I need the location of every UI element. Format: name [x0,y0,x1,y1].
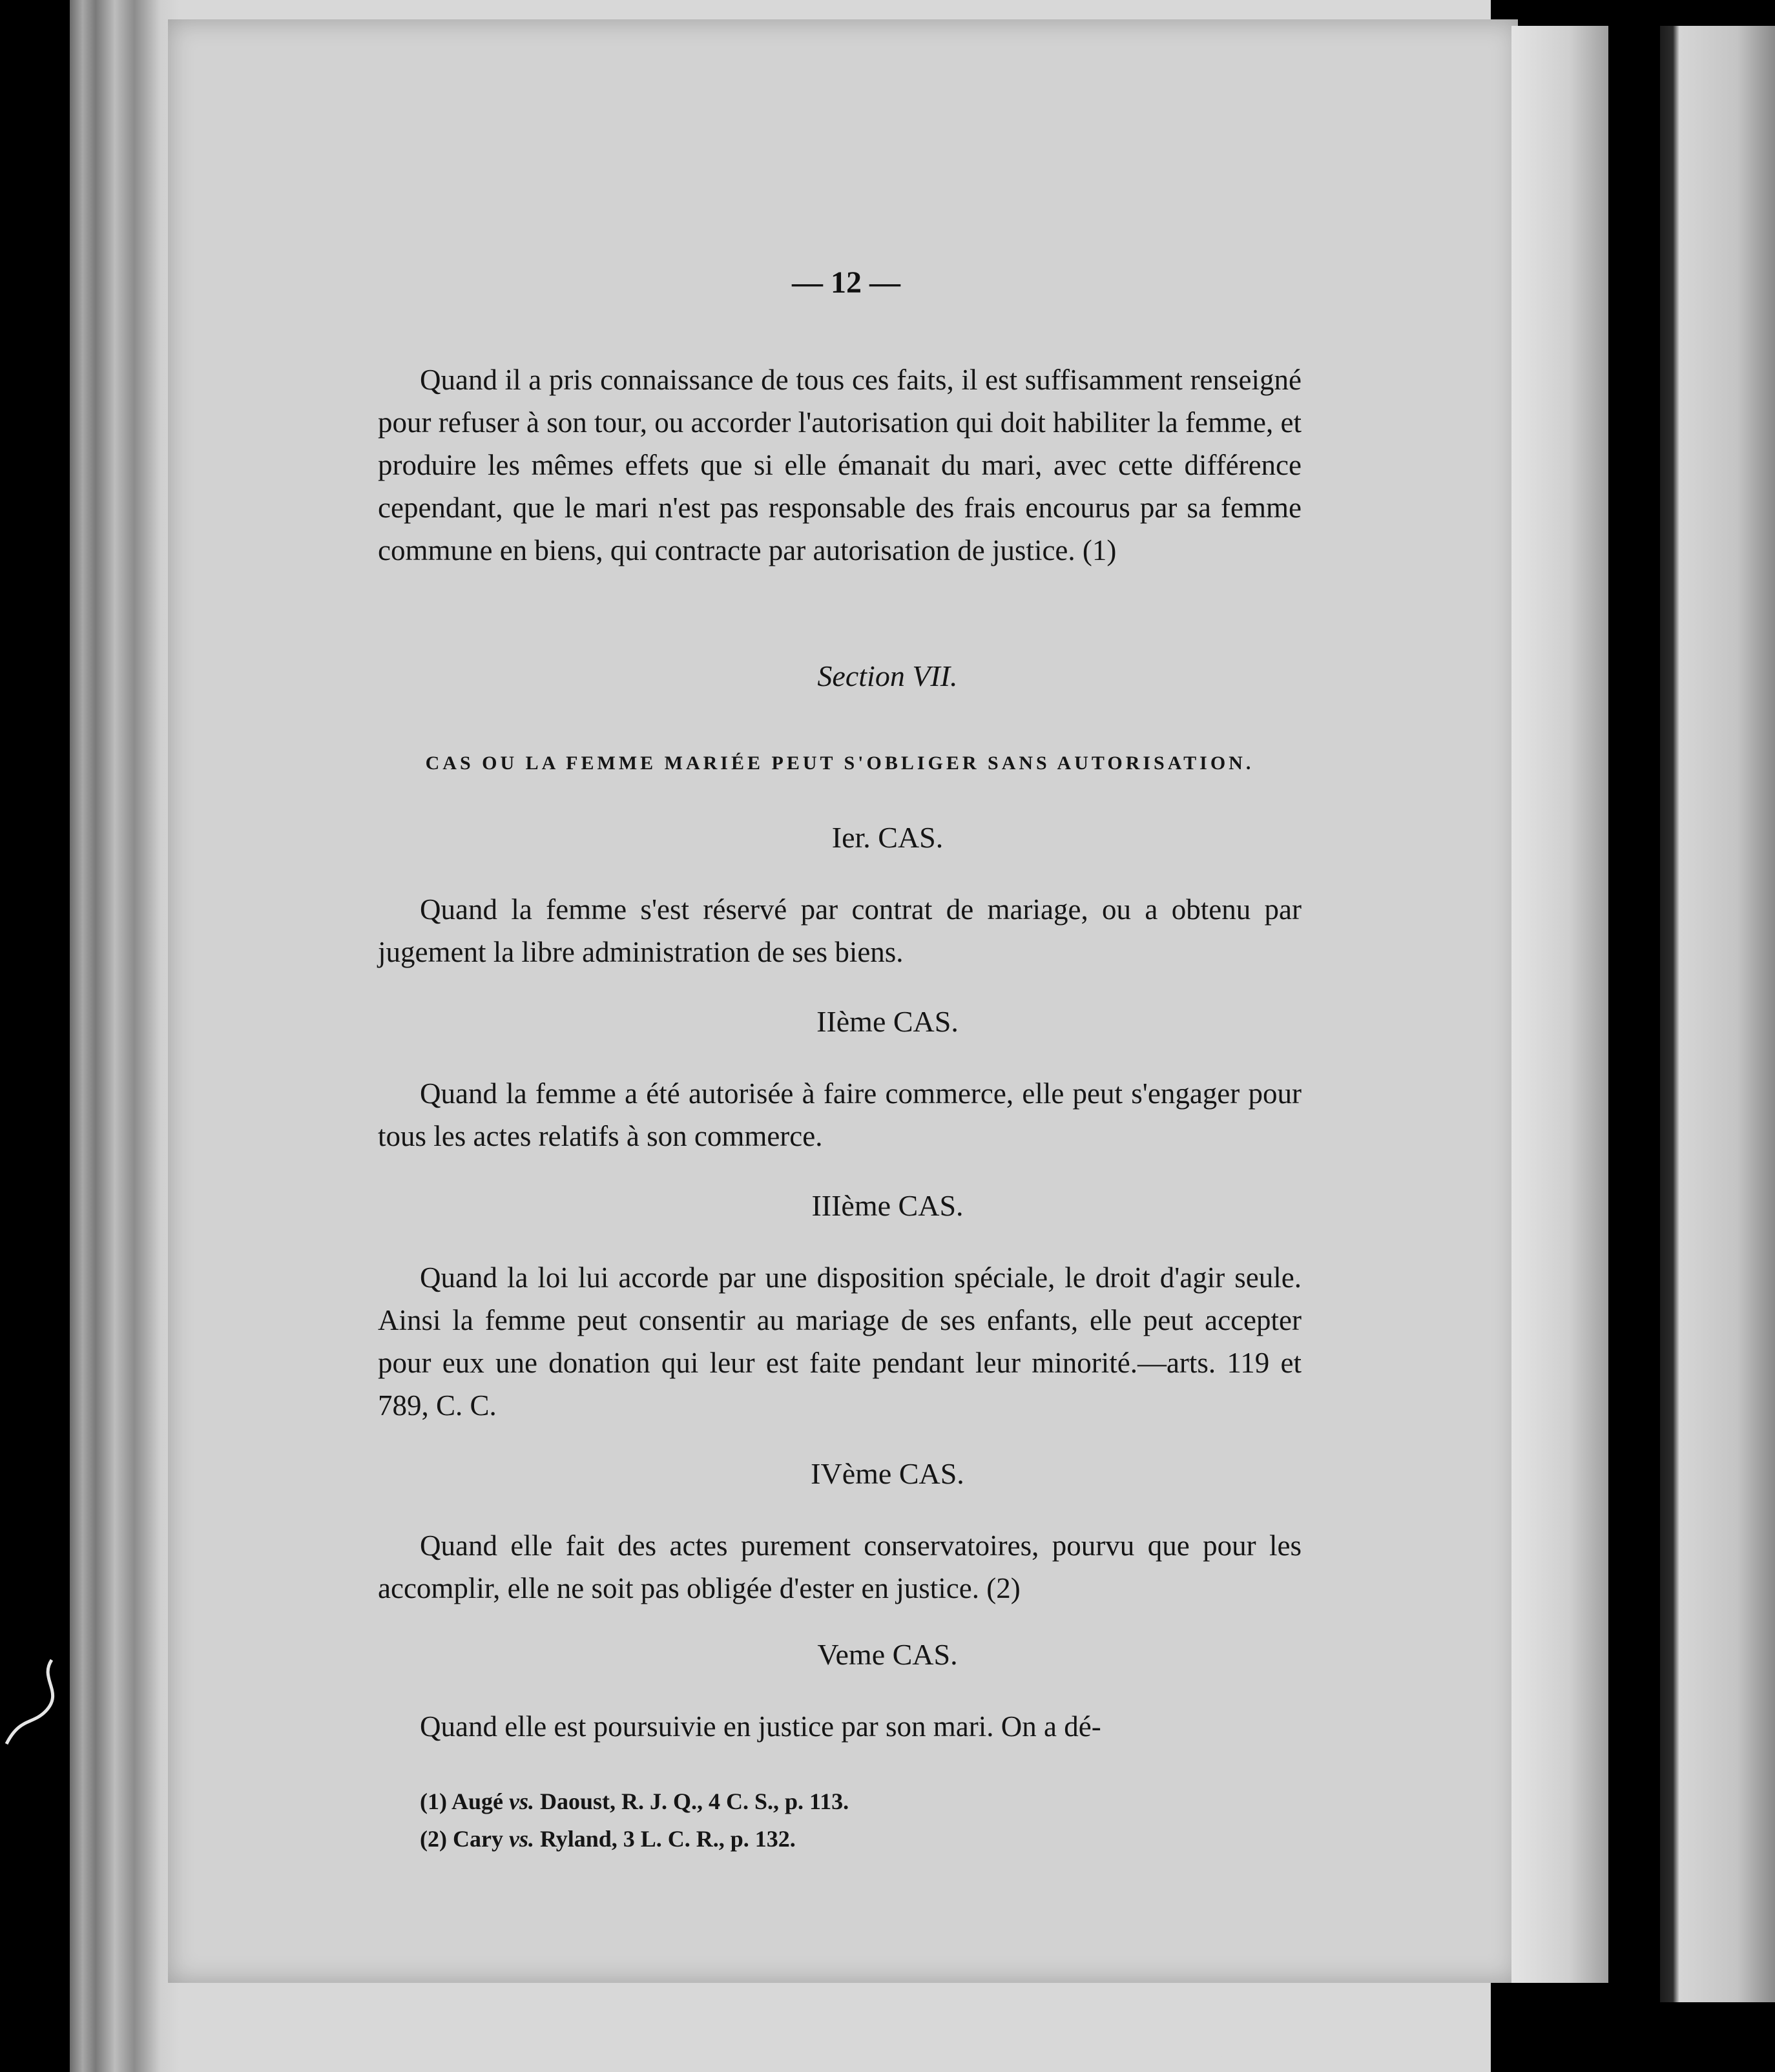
case-heading-3: IIIème CAS. [811,1189,964,1222]
case-text-1: Quand la femme s'est réservé par contrat de mariage, ou a obtenu par jugement la libre administration de ses biens. [378,893,1302,968]
case-heading-2: IIème CAS. [816,1005,959,1038]
case-heading-4: IVème CAS. [811,1457,964,1490]
case-text-5: Quand elle est poursuivie en justice par son mari. On a dé- [420,1710,1101,1743]
footnotes [420,1783,1260,1858]
case-text-2: Quand la femme a été autorisée à faire commerce, elle peut s'engager pour tous les actes relatifs à son commerce. [378,1077,1302,1152]
scan-artifact-corner [1176,1989,1318,2072]
case-heading-5: Veme CAS. [817,1638,958,1671]
case-heading-1: Ier. CAS. [831,821,944,854]
footnote-1: (1) Augé vs. Daoust, R. J. Q., 4 C. S., p. 113. [420,1788,849,1814]
section-title: Section VII. [817,659,958,692]
paragraph-intro: Quand il a pris connaissance de tous ces faits, il est suffisamment renseigné pour refuser à son tour, ou accorder l'autorisation qui doit habiliter la femme, et produire les mêmes effets que si elle émanait du mari, avec cette différence cependant, que le mari n'est pas responsable des frais encourus par sa femme commune en biens, qui contracte par autorisation de justice. (1) [378,364,1302,566]
footnote-2: (2) Cary vs. Ryland, 3 L. C. R., p. 132. [420,1826,796,1852]
page-number: — 12 — [792,265,900,300]
section-heading: CAS OU LA FEMME MARIÉE PEUT S'OBLIGER SANS AUTORISATION. [425,752,1254,774]
scan-artifact-curl [0,1653,78,1757]
book-page [168,19,1518,1983]
case-text-4: Quand elle fait des actes purement conservatoires, pourvu que pour les accomplir, elle ne soit pas obligée d'ester en justice. (2) [378,1529,1302,1604]
case-text-3: Quand la loi lui accorde par une disposition spéciale, le droit d'agir seule. Ainsi la femme peut consentir au mariage de ses enfants, elle peut accepter pour eux une donation qui leur est faite pendant leur minorité.—arts. 119 et 789, C. C. [378,1261,1302,1422]
